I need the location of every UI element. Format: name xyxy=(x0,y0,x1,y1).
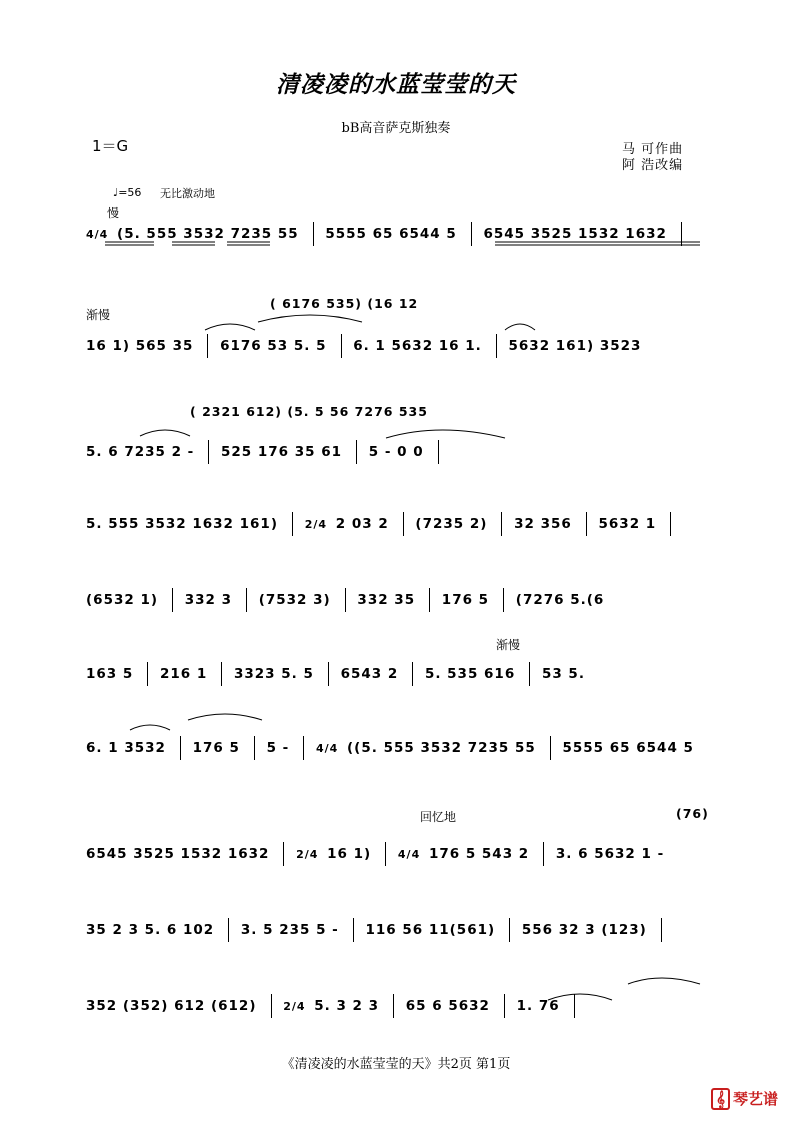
arranger-credit: 阿 浩改编 xyxy=(622,158,684,173)
score-title: 清凌凌的水蓝莹莹的天 xyxy=(276,72,516,98)
time-signature: 4/4 xyxy=(86,227,109,241)
measure: 3. 5 235 5 - xyxy=(240,922,339,938)
measure: 176 5 xyxy=(441,592,490,608)
measure: 216 1 xyxy=(159,666,208,682)
measure: 5. 555 3532 1632 161) xyxy=(86,516,278,532)
measure: 332 35 xyxy=(357,592,416,608)
time-signature: 4/4 xyxy=(315,741,339,755)
measure: 5. 6 7235 2 - xyxy=(86,444,195,460)
measure: 6. 1 3532 xyxy=(86,740,166,756)
measure: 5555 65 6544 5 xyxy=(325,226,457,242)
measure: 176 5 xyxy=(192,740,240,756)
expression-marking: 无比激动地 xyxy=(160,187,215,200)
measure: 176 5 543 2 xyxy=(428,846,530,862)
logo-text: 琴艺谱 xyxy=(732,1090,778,1108)
measure: 3323 5. 5 xyxy=(233,666,314,682)
composer-credit: 马 可作曲 xyxy=(622,142,684,157)
measure: 5632 1 xyxy=(598,516,657,532)
ritardando-marking: 渐慢 xyxy=(86,308,111,322)
measure: 5632 161) 3523 xyxy=(508,338,642,354)
measure: 6545 3525 1532 1632 xyxy=(86,846,270,862)
measure: 163 5 xyxy=(86,666,134,682)
measure: 556 32 3 (123) xyxy=(521,922,647,938)
measure: 6545 3525 1532 1632 xyxy=(483,226,667,242)
time-signature: 2/4 xyxy=(283,999,306,1013)
measure: 5555 65 6544 5 xyxy=(562,740,694,756)
measure: (7532 3) xyxy=(258,592,331,608)
reminiscent-marking: 回忆地 xyxy=(420,810,457,824)
upper-voice-line-3: ( 2321 612) (5. 5 56 7276 535 xyxy=(190,404,428,419)
upper-voice-line-2: ( 6176 535) (16 12 xyxy=(270,296,419,311)
slow-marking: 慢 xyxy=(107,206,120,220)
measure: (5. 555 3532 7235 55 xyxy=(117,226,299,242)
measure: 5. 535 616 xyxy=(424,666,516,682)
measure: 6. 1 5632 16 1. xyxy=(353,338,482,354)
measure: 332 3 xyxy=(184,592,232,608)
measure: 5. 3 2 3 xyxy=(314,998,380,1014)
site-logo xyxy=(711,1088,778,1110)
logo-icon: 𝄞 xyxy=(711,1088,730,1110)
measure: 5 - 0 0 xyxy=(368,444,424,460)
measure: ((5. 555 3532 7235 55 xyxy=(347,740,536,756)
measure: 352 (352) 612 (612) xyxy=(86,998,257,1014)
measure: 16 1) xyxy=(327,846,372,862)
measure: 6176 53 5. 5 xyxy=(220,338,327,354)
measure: 53 5. xyxy=(541,666,585,682)
ritardando-marking-2: 渐慢 xyxy=(496,638,521,652)
measure: 16 1) 565 35 xyxy=(86,338,194,354)
measure: 32 356 xyxy=(514,516,572,532)
measure: 2 03 2 xyxy=(335,516,389,532)
page-footer: 《清凌凌的水蓝莹莹的天》共2页 第1页 xyxy=(281,1057,511,1072)
measure: 525 176 35 61 xyxy=(221,444,343,460)
measure: 1. 76 xyxy=(516,998,560,1014)
upper-voice-line-8: (76) xyxy=(676,806,709,821)
measure: 5 - xyxy=(266,740,290,756)
measure: 65 6 5632 xyxy=(405,998,490,1014)
time-signature: 2/4 xyxy=(296,847,319,861)
measure: (7276 5.(6 xyxy=(515,592,605,608)
time-signature: 4/4 xyxy=(397,847,421,861)
measure: 3. 6 5632 1 - xyxy=(555,846,665,862)
measure: 116 56 11(561) xyxy=(365,922,496,938)
measure: 6543 2 xyxy=(340,666,399,682)
measure: (7235 2) xyxy=(415,516,488,532)
measure: (6532 1) xyxy=(86,592,159,608)
key-signature: 1＝G xyxy=(92,137,129,155)
tempo-marking: ♩=56 xyxy=(113,186,142,199)
measure: 35 2 3 5. 6 102 xyxy=(86,922,215,938)
time-signature: 2/4 xyxy=(304,517,328,531)
score-subtitle: bB高音萨克斯独奏 xyxy=(341,121,451,136)
